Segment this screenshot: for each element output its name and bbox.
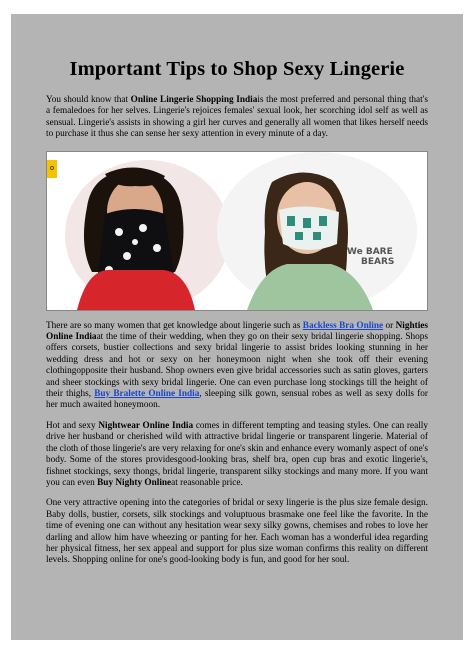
women-masks-illustration [47,152,399,310]
intro-paragraph [46,95,428,141]
masks-photo [46,151,428,311]
buy-bralette-link[interactable]: Buy Bralette Online India [94,389,200,400]
text-run: is the most preferred and personal thing that's a femaledoes for her selves. Lingerie's rejoices females' sexual look, her scorching idol self as well as sensual. Lingerie's assists in showing a girl her curves and generally all women that likes herself needs to purchase it thus she can sense her sexy attention in every minute of a day. [46,95,428,140]
paragraph-nightwear [46,421,428,489]
photo-badge: o [47,160,57,178]
text-run: at reasonable price. [171,477,243,488]
text-run: There are so many women that get knowledge about lingerie such as [46,320,303,331]
text-run: , sleeping silk gown, sensual robes as well as sexy dolls for her much awaited honeymoon. [46,389,428,411]
backless-bra-link[interactable]: Backless Bra Online [302,320,384,331]
text-run: comes in different tempting and teasing styles. One can really drive her husband or cherished wild with attractive bridal lingerie or transparent lingerie. Material of the cloth of those lingerie's are very relaxing for one's skin and enhance every womanly aspect of one's body. Some of the stores providesgood-looking bras, shelf bra, open cup bras and exotic lingerie's, fishnet stockings, sexy thongs, bridal lingerie, transparent silky stockings and many more. If you want you can even [46,420,428,488]
text-run: at the time of their wedding, when they go on their sexy bridal lingerie shopping. Shops offers corsets, bustier collections and sexy bridal lingerie to assist brides looking stunning in her wedding dress and hot or sexy on her honeymoon night when she took off their evening clothingopposite their husband. Shop owners even give bridal accessories such as satin gloves, garters and sheer stockings with sexy bridal lingerie. One can even purchase long stockings till the height of their thighs, [46,332,428,400]
document-page [46,37,428,567]
text-run: Hot and sexy [46,420,99,431]
keyword-online-lingerie: Online Lingerie Shopping India [130,95,258,105]
text-run: or [383,320,396,331]
mask-brand-text: We BARE [347,246,393,257]
paragraph-wedding [46,321,428,412]
page-title: Important Tips to Shop Sexy Lingerie [69,58,405,80]
paragraph-plus-size: One very attractive opening into the categories of bridal or sexy lingerie is the plus size female design. Baby dolls, bustier, corsets, silk stockings and voluptuous brasmake one feel like the favorite. In the time of evening one can without any hesitation wear sexy silky gowns, chemises and robes to love her darling and allow him have wheezing or panting for her. Each woman has a wonderful idea regarding her physical fitness, her sex appeal and support for plus size woman confirms this reality on different levels. Shopping online for one's good-looking body is fun, and good for her soul. [46,498,428,566]
keyword-nighties: Nighties Online India [46,320,428,343]
svg-text:BEARS: BEARS [361,256,395,267]
text-run: You should know that [46,95,131,105]
keyword-nightwear: Nightwear Online India [98,420,194,431]
keyword-buy-nighty: Buy Nighty Online [97,477,172,488]
